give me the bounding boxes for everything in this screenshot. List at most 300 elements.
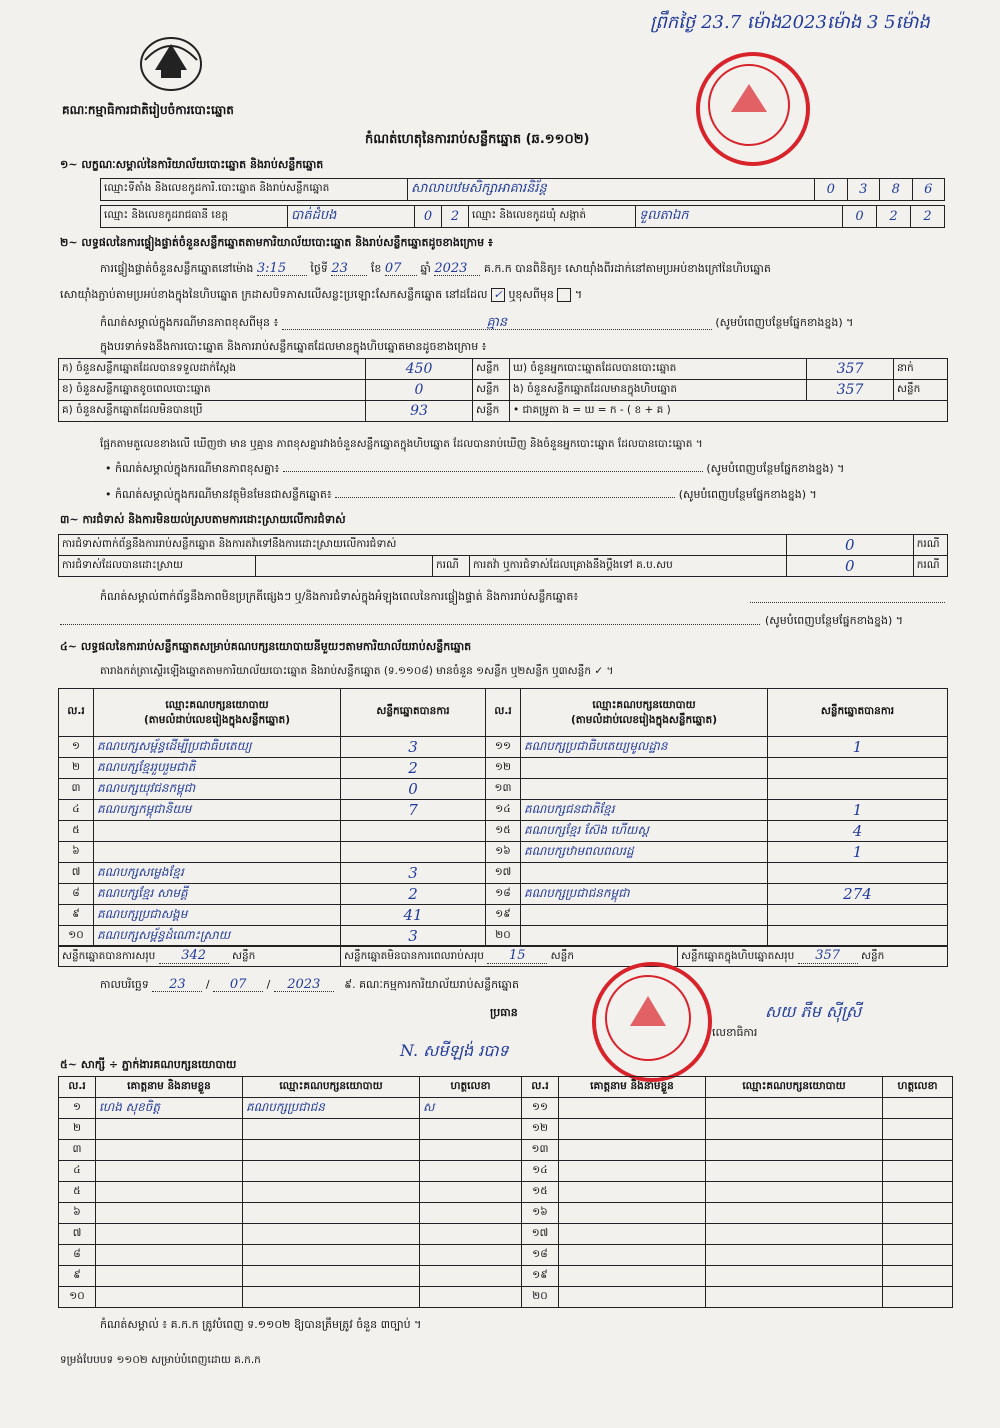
result-votes-left: 3 xyxy=(341,737,486,758)
result-votes-right: 274 xyxy=(768,884,948,905)
result-votes-left: 2 xyxy=(341,758,486,779)
witness-party-left: គណបក្សប្រជាជន xyxy=(243,1098,420,1119)
bullet-diff-hint: (សូមបំពេញបន្ថែមផ្នែកខាងខ្នង) ។ xyxy=(706,462,845,475)
totals-table xyxy=(58,945,948,967)
result-party-left: គណបក្សប្រជាសង្គម xyxy=(94,905,341,926)
witness-party-left xyxy=(243,1203,420,1224)
witness-row xyxy=(59,1098,953,1119)
result-no-left: ៧ xyxy=(59,863,94,884)
witness-name-right xyxy=(559,1203,706,1224)
result-votes-right: 4 xyxy=(768,821,948,842)
received-unit: សន្លឹក xyxy=(473,359,510,380)
col-no-left: ល.រ xyxy=(59,689,94,737)
result-party-left: គណបក្សសម្លេងខ្មែរ xyxy=(94,863,341,884)
witness-no-left: ៤ xyxy=(59,1161,96,1182)
witness-party-right xyxy=(706,1287,883,1308)
result-votes-left xyxy=(341,821,486,842)
district-name: ទួលតាឯក xyxy=(636,206,843,228)
witness-no-left: ៣ xyxy=(59,1140,96,1161)
witness-sign-right xyxy=(883,1266,953,1287)
w-col-name-right: គោត្តនាម និងនាមខ្លួន xyxy=(559,1077,706,1098)
result-no-left: ៤ xyxy=(59,800,94,821)
bullet-object-hint: (សូមបំពេញបន្ថែមផ្នែកខាងខ្នង) ។ xyxy=(678,488,817,501)
result-no-right: ១៥ xyxy=(486,821,521,842)
w-col-no-left: ល.រ xyxy=(59,1077,96,1098)
witness-no-right: ២០ xyxy=(522,1287,559,1308)
witness-no-right: ១៣ xyxy=(522,1140,559,1161)
total-valid-cell xyxy=(59,946,341,967)
results-row xyxy=(59,737,948,758)
result-party-right: គណបក្សប្រជាជនកម្ពុជា xyxy=(521,884,768,905)
witness-sign-right xyxy=(883,1203,953,1224)
received-value: 450 xyxy=(366,359,473,380)
result-no-right: ២០ xyxy=(486,926,521,947)
witness-no-left: ៥ xyxy=(59,1182,96,1203)
result-votes-left xyxy=(341,842,486,863)
result-no-right: ១៩ xyxy=(486,905,521,926)
result-no-right: ១៣ xyxy=(486,779,521,800)
result-party-left: គណបក្សសម្ព័ន្ធដើម្បីប្រជាធិបតេយ្យ xyxy=(94,737,341,758)
result-votes-right xyxy=(768,905,948,926)
result-intro: ក្នុងបរទាក់ទងនឹងការបោះឆ្នោត និងការរាប់សន្លឹកឆ្នោតដែលមានក្នុងហិបឆ្នោតមានដូចខាងក្រោម ៖ xyxy=(100,340,487,353)
witness-sign-left xyxy=(420,1161,522,1182)
witness-sign-right xyxy=(883,1161,953,1182)
result-party-right xyxy=(521,905,768,926)
voters-label: ឃ) ចំនួនអ្នកបោះឆ្នោតដែលបានបោះឆ្នោត xyxy=(510,359,807,380)
result-votes-right xyxy=(768,779,948,800)
diff-label: ឬខុសពីមុន xyxy=(508,288,554,301)
footnote: កំណត់សម្គាល់ ៖ គ.ក.ក ត្រូវបំពេញ ទ.១១០២ ឱ្យបានត្រឹមត្រូវ ចំនួន ៣ច្បាប់ ។ xyxy=(100,1318,422,1331)
witness-party-right xyxy=(706,1140,883,1161)
result-votes-right xyxy=(768,863,948,884)
seal-note-value: គ្មាន xyxy=(282,316,712,330)
witness-name-right xyxy=(559,1098,706,1119)
witness-row xyxy=(59,1140,953,1161)
witness-party-right xyxy=(706,1245,883,1266)
chair-label: ប្រធាន xyxy=(490,1006,518,1019)
witness-no-right: ១៩ xyxy=(522,1266,559,1287)
witness-sign-right xyxy=(883,1182,953,1203)
station-code-2: 3 xyxy=(847,179,880,201)
section4-intro: តារាងកត់ត្រាស្ទើរឡើងឆ្នោតតាមការិយាល័យបោះឆ្នោត និងរាប់សន្លឹកឆ្នោត (ទ.១១០៨) មានចំនួន ១សន្លឹក ឬ២សន្លឹក ឬ៣សន្លឹក ✓ ។ xyxy=(100,665,614,677)
witness-name-right xyxy=(559,1161,706,1182)
bullet-diff-line xyxy=(283,471,703,472)
spoiled-value: 0 xyxy=(366,380,473,401)
same-checkbox[interactable]: ✓ xyxy=(491,288,505,302)
witness-name-left xyxy=(96,1287,243,1308)
witness-name-left xyxy=(96,1245,243,1266)
result-votes-right xyxy=(768,926,948,947)
result-no-right: ១១ xyxy=(486,737,521,758)
result-party-right: គណបក្សជនជាតិខ្មែរ xyxy=(521,800,768,821)
witness-sign-left xyxy=(420,1119,522,1140)
unused-unit: សន្លឹក xyxy=(473,401,510,422)
col-party-left xyxy=(94,689,341,737)
count-row-b xyxy=(59,380,948,401)
district-label: ឈ្មោះ និងលេខកូដឃុំ សង្កាត់ xyxy=(469,206,636,228)
witness-name-left xyxy=(96,1161,243,1182)
witness-party-left xyxy=(243,1182,420,1203)
ballot-count-table xyxy=(58,358,948,422)
col-votes-right: សន្លឹកឆ្នោតបានការ xyxy=(768,689,948,737)
result-votes-left: 3 xyxy=(341,926,486,947)
col-party-right-sub: (តាមលំដាប់លេខរៀងក្នុងសន្លឹកឆ្នោត) xyxy=(570,713,718,726)
witness-name-right xyxy=(559,1182,706,1203)
result-party-left: គណបក្សយុវជនកម្ពុជា xyxy=(94,779,341,800)
chair-signature: N. សមីឡង់ របាទ xyxy=(400,1041,509,1060)
result-no-right: ១៤ xyxy=(486,800,521,821)
form-title: កំណត់ហេតុនៃការរាប់សន្លឹកឆ្នោត (ឆ.១១០២) xyxy=(365,132,590,147)
total-box-cell xyxy=(678,946,948,967)
section5-heading: ៥~ សាក្សី ÷ ភ្នាក់ងារគណបក្សនយោបាយ xyxy=(60,1058,237,1071)
objection-unit: ករណី xyxy=(913,535,947,556)
station-name: សាលាបឋមសិក្សាអាគារនិរ័ន្ត xyxy=(408,179,815,201)
spoiled-label: ខ) ចំនួនសន្លឹកឆ្នោតខូចពេលបោះឆ្នោត xyxy=(59,380,366,401)
result-party-left: គណបក្សកម្ពុជានិយម xyxy=(94,800,341,821)
w-col-party-right: ឈ្មោះគណបក្សនយោបាយ xyxy=(706,1077,883,1098)
result-votes-right: 1 xyxy=(768,737,948,758)
witness-sign-right xyxy=(883,1245,953,1266)
witness-no-left: ៩ xyxy=(59,1266,96,1287)
appeal-value: 0 xyxy=(786,556,913,577)
received-label: ក) ចំនួនសន្លឹកឆ្នោតដែលបានទទួលដាក់ស្តែង xyxy=(59,359,366,380)
witness-no-right: ១៧ xyxy=(522,1224,559,1245)
witness-name-right xyxy=(559,1245,706,1266)
results-header-row xyxy=(59,689,948,737)
witness-party-right xyxy=(706,1098,883,1119)
station-code-1: 0 xyxy=(815,179,848,201)
in-box-value: 357 xyxy=(807,380,894,401)
verify-text: គ.ក.ក បានពិនិត្យ៖ សោយ៉ាំងពីរដាក់នៅតាមប្រអប់ខាងក្រៅនៃហិបឆ្នោត xyxy=(483,262,771,275)
day-label: ថ្ងៃទី xyxy=(310,262,328,275)
result-party-right xyxy=(521,926,768,947)
result-votes-right xyxy=(768,758,948,779)
witness-no-right: ១២ xyxy=(522,1119,559,1140)
witness-no-left: ៦ xyxy=(59,1203,96,1224)
result-no-left: ១ xyxy=(59,737,94,758)
witness-no-left: ១០ xyxy=(59,1287,96,1308)
witness-sign-left xyxy=(420,1224,522,1245)
w-col-party-left: ឈ្មោះគណបក្សនយោបាយ xyxy=(243,1077,420,1098)
secretary-label: លេខាធិការ xyxy=(712,1026,758,1039)
section3-heading: ៣~ ការជំទាស់ និងការមិនយល់ស្របតាមការដោះស្រាយលើការជំទាស់ xyxy=(60,513,346,526)
diff-checkbox[interactable] xyxy=(557,288,571,302)
witness-no-right: ១៦ xyxy=(522,1203,559,1224)
section1-table-2 xyxy=(100,205,945,228)
witness-sign-left xyxy=(420,1287,522,1308)
result-party-left: គណបក្សខ្មែររួបរួមជាតិ xyxy=(94,758,341,779)
irregularity-line xyxy=(750,592,945,603)
witness-row xyxy=(59,1119,953,1140)
witness-no-left: ៧ xyxy=(59,1224,96,1245)
witness-name-right xyxy=(559,1224,706,1245)
verify-year: 2023 xyxy=(434,262,480,276)
result-party-left: គណបក្សខ្មែរ សាមគ្គី xyxy=(94,884,341,905)
witness-no-right: ១៤ xyxy=(522,1161,559,1182)
result-party-right xyxy=(521,758,768,779)
total-invalid-label: សន្លឹកឆ្នោតមិនបានការពេលរាប់សរុប xyxy=(344,949,484,962)
result-votes-right: 1 xyxy=(768,842,948,863)
col-votes-left: សន្លឹកឆ្នោតបានការ xyxy=(341,689,486,737)
resolved-label: ការជំទាស់ដែលបានដោះស្រាយ xyxy=(59,556,256,577)
seal-note-label: កំណត់សម្គាល់ក្នុងករណីមានភាពខុសពីមុន ៖ xyxy=(100,316,279,329)
irregularity-note: កំណត់សម្គាល់ពាក់ព័ន្ធនឹងភាពមិនប្រក្រតីផ្សេងៗ ឬ/និងការជំទាស់ក្នុងអំឡុងពេលនៃការផ្ទៀងផ្ទាត់ និងការរាប់សន្លឹកឆ្នោត៖ xyxy=(100,590,579,603)
witness-row xyxy=(59,1287,953,1308)
witness-sign-left xyxy=(420,1182,522,1203)
station-code-3: 8 xyxy=(880,179,913,201)
appeal-unit: ករណី xyxy=(913,556,947,577)
witness-no-right: ១៥ xyxy=(522,1182,559,1203)
in-box-label: ង) ចំនួនសន្លឹកឆ្នោតដែលមានក្នុងហិបឆ្នោត xyxy=(510,380,807,401)
result-party-left xyxy=(94,842,341,863)
result-no-left: ៦ xyxy=(59,842,94,863)
witness-sign-right xyxy=(883,1140,953,1161)
col-party-right-title: ឈ្មោះគណបក្សនយោបាយ xyxy=(592,698,696,711)
province-name: បាត់ដំបង xyxy=(288,206,415,228)
objection-row-2 xyxy=(59,556,948,577)
total-box-value: 357 xyxy=(798,948,858,964)
bullet-diff xyxy=(105,462,945,475)
in-box-unit: សន្លឹក xyxy=(894,380,948,401)
witness-row xyxy=(59,1224,953,1245)
bullet-diff-label: • កំណត់សម្គាល់ក្នុងករណីមានភាពខុសគ្នា៖ xyxy=(105,462,280,475)
w-col-sign-left: ហត្ថលេខា xyxy=(420,1077,522,1098)
witness-party-left xyxy=(243,1287,420,1308)
verification-line xyxy=(100,262,771,276)
date-label: កាលបរិច្ឆេទ xyxy=(100,978,149,991)
seal-note xyxy=(100,316,945,330)
result-no-right: ១៦ xyxy=(486,842,521,863)
total-valid-label: សន្លឹកឆ្នោតបានការសរុប xyxy=(62,949,156,962)
result-party-right xyxy=(521,863,768,884)
col-party-right xyxy=(521,689,768,737)
witness-name-left xyxy=(96,1140,243,1161)
witness-sign-left xyxy=(420,1245,522,1266)
results-row xyxy=(59,821,948,842)
party-results-table xyxy=(58,688,948,947)
verify-time: 3:15 xyxy=(257,262,307,276)
result-party-right xyxy=(521,779,768,800)
result-no-right: ១៨ xyxy=(486,884,521,905)
bullet-object xyxy=(105,488,945,501)
spoiled-unit: សន្លឹក xyxy=(473,380,510,401)
witness-no-right: ១១ xyxy=(522,1098,559,1119)
objection-label: ការជំទាស់ពាក់ព័ន្ធនឹងការរាប់សន្លឹកឆ្នោត និងការតវ៉ាទៅនឹងការដោះស្រាយលើការជំទាស់ xyxy=(59,535,787,556)
witness-sign-left xyxy=(420,1140,522,1161)
voters-unit: នាក់ xyxy=(894,359,948,380)
total-box-unit: សន្លឹក xyxy=(861,949,885,962)
witness-sign-right xyxy=(883,1287,953,1308)
resolved-unit: ករណី xyxy=(433,556,470,577)
witness-party-right xyxy=(706,1266,883,1287)
irregularity-hint: (សូមបំពេញបន្ថែមផ្នែកខាងខ្នង) ។ xyxy=(765,614,904,627)
witness-party-right xyxy=(706,1182,883,1203)
result-party-right: គណបក្សខ្មែរ ស៊ែង ហើយស្ដ xyxy=(521,821,768,842)
province-label: ឈ្មោះ និងលេខកូដរាជធានី ខេត្ត xyxy=(101,206,288,228)
witness-name-left: ហេង សុខចិត្ត xyxy=(96,1098,243,1119)
secretary-signature: សយ ភឹម ស៊ីស្រី xyxy=(765,1002,862,1021)
witness-name-right xyxy=(559,1140,706,1161)
witness-party-left xyxy=(243,1119,420,1140)
count-row-c xyxy=(59,401,948,422)
results-row xyxy=(59,863,948,884)
seal-line: សោយ៉ាំងភ្ជាប់តាមប្រអប់ខាងក្នុងនៃហិបឆ្នោត ក្រដាសបិទភាសលើសន្លះប្រឡោះសែកសន្លឹកឆ្នោត នៅដដែល ✓ ឬខុសពីមុន ។ xyxy=(60,288,583,301)
witness-no-left: ២ xyxy=(59,1119,96,1140)
results-row xyxy=(59,779,948,800)
witness-party-right xyxy=(706,1203,883,1224)
col-party-left-sub: (តាមលំដាប់លេខរៀងក្នុងសន្លឹកឆ្នោត) xyxy=(143,713,291,726)
result-no-left: ៥ xyxy=(59,821,94,842)
results-row xyxy=(59,758,948,779)
results-row xyxy=(59,926,948,947)
witness-row xyxy=(59,1182,953,1203)
witness-no-left: ៨ xyxy=(59,1245,96,1266)
date-year: 2023 xyxy=(274,978,334,992)
w-col-sign-right: ហត្ថលេខា xyxy=(883,1077,953,1098)
resolved-value xyxy=(256,556,433,577)
official-stamp-top xyxy=(696,52,810,166)
witness-sign-right xyxy=(883,1119,953,1140)
org-name: គណៈកម្មាធិការជាតិរៀបចំការបោះឆ្នោត xyxy=(62,103,234,117)
witness-name-left xyxy=(96,1182,243,1203)
result-no-left: ១០ xyxy=(59,926,94,947)
voters-value: 357 xyxy=(807,359,894,380)
witness-name-left xyxy=(96,1119,243,1140)
w-col-name-left: គោត្តនាម និងនាមខ្លួន xyxy=(96,1077,243,1098)
unused-value: 93 xyxy=(366,401,473,422)
result-party-right: គណបក្សប្រជាធិបតេយ្យមូលដ្ឋាន xyxy=(521,737,768,758)
w-col-no-right: ល.រ xyxy=(522,1077,559,1098)
station-label: ឈ្មោះទីតាំង និងលេខកូដការិ.បោះឆ្នោត និងរាប់សន្លឹកឆ្នោត xyxy=(101,179,408,201)
witness-sign-left: ស xyxy=(420,1098,522,1119)
result-party-left xyxy=(94,821,341,842)
result-party-left: គណបក្សសម្ព័ន្ធដំណោះស្រាយ xyxy=(94,926,341,947)
witness-header-row xyxy=(59,1077,953,1098)
bullet-object-line xyxy=(335,497,675,498)
committee-label: ៩. គណៈកម្មការការិយាល័យរាប់សន្លឹកឆ្នោត xyxy=(344,978,520,991)
seal-text: សោយ៉ាំងភ្ជាប់តាមប្រអប់ខាងក្នុងនៃហិបឆ្នោត ក្រដាសបិទភាសលើសន្លះប្រឡោះសែកសន្លឹកឆ្នោត នៅដដែល xyxy=(60,288,488,301)
objection-row-1 xyxy=(59,535,948,556)
date-month: 07 xyxy=(213,978,263,992)
result-no-left: ៣ xyxy=(59,779,94,800)
official-stamp-bottom xyxy=(592,962,712,1082)
witness-party-left xyxy=(243,1245,420,1266)
witness-sign-left xyxy=(420,1266,522,1287)
witness-party-right xyxy=(706,1224,883,1245)
district-code-1: 0 xyxy=(843,206,877,228)
result-no-left: ២ xyxy=(59,758,94,779)
witness-row xyxy=(59,1203,953,1224)
witness-name-right xyxy=(559,1119,706,1140)
form-footer: ទម្រង់បែបបទ ១១០២ សម្រាប់បំពេញដោយ គ.ក.ក xyxy=(60,1354,261,1366)
witness-row xyxy=(59,1245,953,1266)
witness-party-right xyxy=(706,1161,883,1182)
witness-name-left xyxy=(96,1203,243,1224)
witness-no-right: ១៨ xyxy=(522,1245,559,1266)
province-code-2: 2 xyxy=(442,206,469,228)
result-votes-left: 41 xyxy=(341,905,486,926)
result-votes-right: 1 xyxy=(768,800,948,821)
witness-party-left xyxy=(243,1161,420,1182)
verify-time-label: ការផ្ទៀងផ្ទាត់ចំនួនសន្លឹកឆ្នោតនៅម៉ោង xyxy=(100,262,254,275)
month-label: ខែ xyxy=(370,262,382,275)
witness-name-left xyxy=(96,1224,243,1245)
results-row xyxy=(59,800,948,821)
result-votes-left: 0 xyxy=(341,779,486,800)
witness-row xyxy=(59,1161,953,1182)
total-valid-unit: សន្លឹក xyxy=(232,949,256,962)
date-day: 23 xyxy=(152,978,202,992)
witness-name-left xyxy=(96,1266,243,1287)
col-party-left-title: ឈ្មោះគណបក្សនយោបាយ xyxy=(165,698,269,711)
district-code-3: 2 xyxy=(911,206,945,228)
section2-heading: ២~ លទ្ធផលនៃការផ្ទៀងផ្ទាត់ចំនួនសន្លឹកឆ្នោតតាមការិយាល័យបោះឆ្នោត និងរាប់សន្លឹកឆ្នោតដូចខាងក្រោម ៖ xyxy=(60,236,493,249)
witness-name-right xyxy=(559,1266,706,1287)
witness-party-left xyxy=(243,1140,420,1161)
results-row xyxy=(59,884,948,905)
witness-row xyxy=(59,1266,953,1287)
count-row-a xyxy=(59,359,948,380)
formula: • ជាគម្រូតា ង = ឃ = ក - ( ខ + គ ) xyxy=(510,401,948,422)
section1-heading: ១~ លក្ខណៈសម្គាល់នៃការិយាល័យបោះឆ្នោត និងរាប់សន្លឹកឆ្នោត xyxy=(60,158,324,171)
verify-month: 07 xyxy=(385,262,417,276)
witness-name-right xyxy=(559,1287,706,1308)
totals-row xyxy=(59,946,948,967)
witness-sign-left xyxy=(420,1203,522,1224)
results-row xyxy=(59,842,948,863)
result-no-right: ១២ xyxy=(486,758,521,779)
date-line: កាលបរិច្ឆេទ 23 / 07 / 2023 ៩. គណៈកម្មការការិយាល័យរាប់សន្លឹកឆ្នោត xyxy=(100,977,520,992)
unused-label: គ) ចំនួនសន្លឹកឆ្នោតដែលមិនបានប្រើ xyxy=(59,401,366,422)
witness-party-left xyxy=(243,1266,420,1287)
nec-emblem-icon xyxy=(135,30,207,94)
total-invalid-value: 15 xyxy=(487,948,547,964)
total-invalid-unit: សន្លឹក xyxy=(550,949,574,962)
witness-party-right xyxy=(706,1119,883,1140)
witness-sign-right xyxy=(883,1098,953,1119)
result-votes-left: 3 xyxy=(341,863,486,884)
compare-line: ផ្អែកតាមតួលេខខាងលើ ឃើញថា មាន ឬគ្មាន ភាពខុសគ្នារវាងចំនួនសន្លឹកឆ្នោតក្នុងហិបឆ្នោត ដែលបានរាប់ឃើញ និងចំនួនអ្នកបោះឆ្នោត ដែលបានបោះឆ្នោត ។ xyxy=(100,438,703,450)
bullet-object-label: • កំណត់សម្គាល់ក្នុងករណីមានវត្ថុមិនមែនជាសន្លឹកឆ្នោត៖ xyxy=(105,488,332,501)
result-no-right: ១៧ xyxy=(486,863,521,884)
result-party-right: គណបក្សឋាមពលពលរដ្ឋ xyxy=(521,842,768,863)
witness-no-left: ១ xyxy=(59,1098,96,1119)
witness-table xyxy=(58,1076,953,1308)
province-code-1: 0 xyxy=(415,206,442,228)
total-box-label: សន្លឹកឆ្នោតក្នុងហិបឆ្នោតសរុប xyxy=(681,949,795,962)
irregularity-line-2 xyxy=(60,614,760,625)
year-label: ឆ្នាំ xyxy=(420,262,431,275)
verify-day: 23 xyxy=(331,262,367,276)
witness-party-left xyxy=(243,1224,420,1245)
station-code-4: 6 xyxy=(912,179,945,201)
objection-table xyxy=(58,534,948,577)
appeal-label: ការតវ៉ា ឬការជំទាស់ដែលគ្រោងនឹងប្តឹងទៅ គ.ប.សប xyxy=(470,556,787,577)
result-no-left: ៨ xyxy=(59,884,94,905)
district-code-2: 2 xyxy=(877,206,911,228)
objection-value: 0 xyxy=(786,535,913,556)
received-note: ព្រឹកថ្ងៃ 23.7 ម៉ោង2023ម៉ោង 3 5ម៉ោង xyxy=(650,12,930,33)
seal-note-hint: (សូមបំពេញបន្ថែមផ្នែកខាងខ្នង) ។ xyxy=(715,316,854,329)
result-votes-left: 2 xyxy=(341,884,486,905)
result-no-left: ៩ xyxy=(59,905,94,926)
section1-table xyxy=(100,178,945,201)
section4-heading: ៤~ លទ្ធផលនៃការរាប់សន្លឹកឆ្នោតសម្រាប់គណបក្សនយោបាយនីមួយៗតាមការិយាល័យរាប់សន្លឹកឆ្នោត xyxy=(60,640,472,653)
witness-sign-right xyxy=(883,1224,953,1245)
total-valid-value: 342 xyxy=(159,948,229,964)
results-row xyxy=(59,905,948,926)
col-no-right: ល.រ xyxy=(486,689,521,737)
